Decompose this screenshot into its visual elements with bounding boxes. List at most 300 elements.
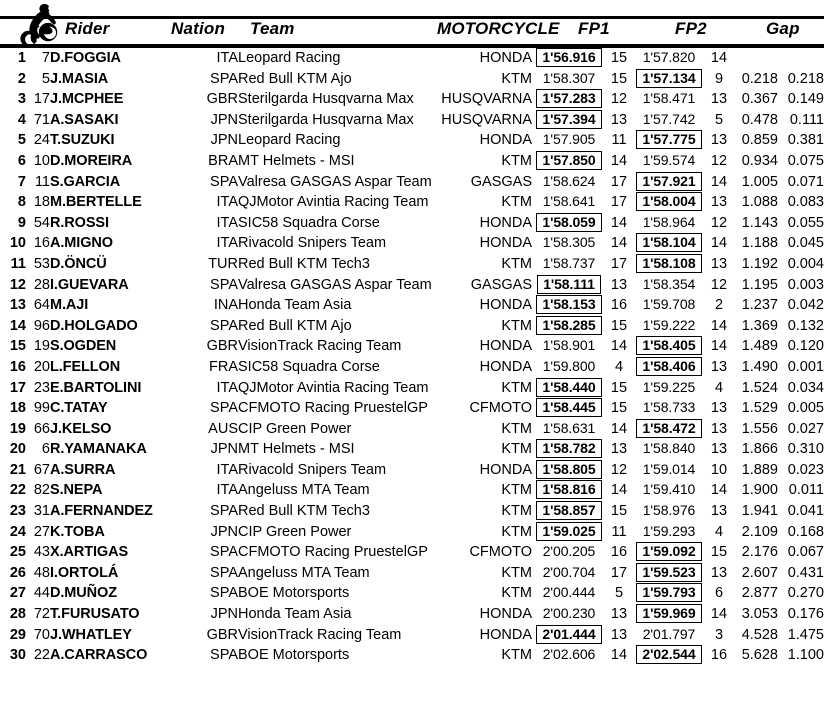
row-team: Valresa GASGAS Aspar Team	[238, 276, 432, 293]
table-row	[0, 48, 824, 69]
table-row	[0, 130, 824, 151]
row-motorcycle: KTM	[501, 152, 532, 169]
fp2-best-time-boxed: 1'59.793	[636, 583, 701, 602]
row-position: 10	[9, 235, 26, 252]
row-fp2-time	[632, 254, 706, 275]
row-position: 29	[9, 626, 26, 643]
row-position: 18	[9, 400, 26, 417]
row-fp1-time	[532, 130, 606, 151]
fp1-best-time-boxed: 1'58.857	[536, 501, 601, 520]
row-gap-previous: 0.045	[787, 235, 824, 252]
row-fp2-time	[632, 336, 706, 357]
row-bike-number: 66	[33, 420, 50, 437]
table-row	[0, 419, 824, 440]
row-nation: ITA	[216, 482, 238, 499]
row-fp2-laps: 14	[710, 338, 728, 355]
fp2-time: 1'58.976	[642, 502, 696, 519]
row-gap-leader: 1.192	[741, 255, 778, 272]
row-motorcycle: HONDA	[479, 626, 532, 643]
row-gap-previous: 0.270	[787, 585, 824, 602]
row-bike-number: 23	[33, 379, 50, 396]
row-gap-previous: 0.041	[787, 503, 824, 520]
row-position: 6	[17, 152, 26, 169]
row-rider-name: E.BARTOLINI	[50, 379, 142, 396]
row-fp2-time	[632, 130, 706, 151]
row-fp1-laps: 16	[610, 297, 628, 314]
row-gap-previous: 0.310	[787, 441, 824, 458]
row-position: 28	[9, 606, 26, 623]
row-team: Red Bull KTM Ajo	[238, 317, 352, 334]
fp1-time: 2'00.444	[542, 584, 596, 601]
row-bike-number: 70	[33, 626, 50, 643]
row-position: 20	[9, 441, 26, 458]
row-motorcycle: KTM	[501, 647, 532, 664]
table-row	[0, 398, 824, 419]
table-row	[0, 439, 824, 460]
row-fp2-time	[632, 233, 706, 254]
fp2-time: 1'58.471	[642, 90, 696, 107]
row-gap-leader: 1.195	[741, 276, 778, 293]
row-team: Sterilgarda Husqvarna Max	[238, 91, 414, 108]
table-row	[0, 542, 824, 563]
row-team: BOE Motorsports	[238, 585, 350, 602]
row-gap-previous: 0.111	[789, 111, 824, 128]
fp2-best-time-boxed: 2'02.544	[636, 645, 701, 664]
row-nation: INA	[213, 297, 238, 314]
row-fp1-time	[532, 110, 606, 131]
row-rider-name: D.ÖNCÜ	[50, 255, 107, 272]
row-rider-name: T.FURUSATO	[50, 606, 140, 623]
fp2-time: 1'58.964	[642, 213, 696, 230]
fp2-best-time-boxed: 1'59.523	[636, 563, 701, 582]
row-fp2-time	[632, 604, 706, 625]
row-team: CIP Green Power	[238, 420, 352, 437]
row-team: Angeluss MTA Team	[238, 564, 370, 581]
row-gap-leader: 0.934	[741, 152, 778, 169]
fp2-time: 2'01.797	[642, 625, 696, 642]
row-rider-name: J.KELSO	[50, 420, 112, 437]
row-bike-number: 7	[41, 50, 50, 66]
row-bike-number: 82	[33, 482, 50, 499]
fp1-best-time-boxed: 1'58.805	[536, 460, 601, 479]
column-header-rider: Rider	[62, 19, 112, 39]
row-position: 9	[17, 214, 26, 231]
row-fp2-time	[632, 89, 706, 110]
row-fp1-time	[532, 357, 606, 378]
row-gap-leader: 2.176	[741, 544, 778, 561]
row-bike-number: 19	[33, 338, 50, 355]
row-gap-leader: 4.528	[741, 626, 778, 643]
row-nation: GBR	[206, 91, 238, 108]
row-motorcycle: GASGAS	[470, 173, 532, 190]
row-nation: SPA	[210, 276, 238, 293]
row-bike-number: 53	[33, 255, 50, 272]
row-motorcycle: KTM	[501, 194, 532, 211]
row-gap-previous: 1.475	[787, 626, 824, 643]
row-fp2-time	[632, 151, 706, 172]
row-rider-name: J.MASIA	[50, 70, 109, 87]
row-fp2-time	[632, 378, 706, 399]
row-nation: SPA	[210, 173, 238, 190]
column-header-team: Team	[247, 19, 298, 39]
table-row	[0, 69, 824, 90]
row-fp1-laps: 17	[610, 173, 628, 190]
row-team: Red Bull KTM Tech3	[238, 503, 370, 520]
row-fp1-laps: 15	[610, 400, 628, 417]
row-team: QJMotor Avintia Racing Team	[238, 379, 429, 396]
row-position: 21	[9, 461, 26, 478]
row-nation: SPA	[210, 400, 238, 417]
row-nation: SPA	[210, 70, 238, 87]
row-motorcycle: HONDA	[479, 358, 532, 375]
row-fp2-laps: 13	[710, 91, 728, 108]
row-position: 5	[17, 132, 26, 149]
row-fp1-time	[532, 336, 606, 357]
row-rider-name: S.NEPA	[50, 482, 103, 499]
row-team: Red Bull KTM Tech3	[238, 255, 370, 272]
row-fp2-time	[632, 213, 706, 234]
fp2-best-time-boxed: 1'58.406	[636, 357, 701, 376]
row-fp2-time	[632, 316, 706, 337]
row-bike-number: 44	[33, 585, 50, 602]
row-motorcycle: HONDA	[479, 338, 532, 355]
row-fp1-laps: 17	[610, 564, 628, 581]
row-fp2-time	[632, 625, 706, 646]
row-fp2-time	[632, 522, 706, 543]
row-nation: SPA	[210, 317, 238, 334]
row-fp1-time	[532, 480, 606, 501]
row-fp2-time	[632, 357, 706, 378]
row-fp2-laps: 15	[710, 544, 728, 561]
fp1-best-time-boxed: 1'56.916	[536, 48, 601, 67]
row-gap-previous: 0.034	[787, 379, 824, 396]
row-motorcycle: HONDA	[479, 50, 532, 66]
fp2-time: 1'59.222	[642, 316, 696, 333]
row-fp1-laps: 14	[610, 214, 628, 231]
row-fp1-time	[532, 583, 606, 604]
row-fp1-laps: 14	[610, 482, 628, 499]
table-row	[0, 378, 824, 399]
row-motorcycle: HONDA	[479, 235, 532, 252]
row-fp1-laps: 14	[610, 235, 628, 252]
row-gap-leader: 1.866	[741, 441, 778, 458]
row-position: 2	[17, 70, 26, 87]
row-fp1-laps: 14	[610, 152, 628, 169]
row-gap-previous: 0.023	[787, 461, 824, 478]
row-fp2-laps: 14	[710, 50, 728, 66]
row-motorcycle: KTM	[501, 441, 532, 458]
row-position: 16	[9, 358, 26, 375]
row-bike-number: 11	[34, 173, 50, 190]
fp1-time: 1'57.905	[542, 131, 596, 148]
row-fp1-laps: 15	[610, 50, 628, 66]
row-fp1-time	[532, 522, 606, 543]
row-nation: SPA	[210, 647, 238, 664]
fp2-best-time-boxed: 1'59.969	[636, 604, 701, 623]
row-nation: AUS	[208, 420, 238, 437]
row-fp2-laps: 13	[710, 400, 728, 417]
row-gap-leader: 1.889	[741, 461, 778, 478]
row-bike-number: 96	[33, 317, 50, 334]
row-bike-number: 64	[33, 297, 50, 314]
row-rider-name: K.TOBA	[50, 523, 105, 540]
row-position: 1	[17, 50, 26, 66]
row-gap-leader: 0.218	[741, 70, 778, 87]
row-fp2-time	[632, 439, 706, 460]
row-team: Rivacold Snipers Team	[238, 461, 387, 478]
row-fp1-time	[532, 213, 606, 234]
row-fp1-laps: 5	[614, 585, 624, 602]
fp1-best-time-boxed: 1'59.025	[536, 522, 601, 541]
row-gap-leader: 3.053	[741, 606, 778, 623]
table-row	[0, 563, 824, 584]
row-rider-name: T.SUZUKI	[50, 132, 115, 149]
row-gap-leader: 1.088	[741, 194, 778, 211]
row-fp1-time	[532, 398, 606, 419]
row-fp1-laps: 13	[610, 441, 628, 458]
row-team: Sterilgarda Husqvarna Max	[238, 111, 414, 128]
row-gap-leader: 0.367	[741, 91, 778, 108]
row-position: 17	[9, 379, 26, 396]
fp2-time: 1'58.354	[642, 275, 696, 292]
row-gap-previous: 0.003	[787, 276, 824, 293]
row-gap-leader	[732, 48, 778, 69]
fp2-time: 1'59.410	[642, 481, 696, 498]
row-nation: ITA	[216, 214, 238, 231]
table-row	[0, 110, 824, 131]
row-team: Leopard Racing	[238, 50, 341, 66]
row-gap-leader: 1.556	[741, 420, 778, 437]
row-nation: ITA	[216, 461, 238, 478]
row-fp1-time	[532, 419, 606, 440]
fp1-time: 1'58.624	[542, 172, 596, 189]
row-fp1-time	[532, 151, 606, 172]
table-row	[0, 625, 824, 646]
fp1-best-time-boxed: 1'58.153	[536, 295, 601, 314]
row-fp2-laps: 12	[710, 152, 728, 169]
row-team: Rivacold Snipers Team	[238, 235, 387, 252]
row-fp1-time	[532, 645, 606, 666]
row-fp1-time	[532, 89, 606, 110]
row-rider-name: R.ROSSI	[50, 214, 109, 231]
row-rider-name: A.MIGNO	[50, 235, 113, 252]
column-header-fp2: FP2	[672, 19, 710, 39]
table-row	[0, 172, 824, 193]
row-fp2-laps: 13	[710, 132, 728, 149]
row-fp2-laps: 13	[710, 503, 728, 520]
row-gap-leader: 1.489	[741, 338, 778, 355]
row-position: 8	[17, 194, 26, 211]
row-motorcycle: GASGAS	[470, 276, 532, 293]
row-gap-leader: 1.524	[741, 379, 778, 396]
row-team: MT Helmets - MSI	[238, 441, 355, 458]
row-fp2-time	[632, 645, 706, 666]
fp1-best-time-boxed: 1'58.782	[536, 439, 601, 458]
row-fp1-laps: 11	[611, 523, 627, 540]
row-rider-name: S.OGDEN	[50, 338, 117, 355]
table-row	[0, 460, 824, 481]
row-fp2-time	[632, 110, 706, 131]
row-gap-previous: 0.011	[788, 482, 824, 499]
row-nation: GBR	[206, 338, 238, 355]
fp1-best-time-boxed: 1'58.111	[537, 275, 601, 294]
row-fp1-laps: 14	[610, 338, 628, 355]
row-position: 13	[9, 297, 26, 314]
row-motorcycle: KTM	[501, 564, 532, 581]
row-rider-name: D.MOREIRA	[50, 152, 133, 169]
row-gap-previous: 0.381	[787, 132, 824, 149]
fp1-time: 2'02.606	[542, 646, 596, 663]
row-bike-number: 6	[41, 441, 50, 458]
row-fp2-time	[632, 563, 706, 584]
row-fp2-time	[632, 501, 706, 522]
row-motorcycle: KTM	[501, 482, 532, 499]
row-motorcycle: HONDA	[479, 461, 532, 478]
row-fp1-laps: 13	[610, 111, 628, 128]
row-rider-name: D.FOGGIA	[50, 50, 121, 66]
row-fp2-laps: 5	[714, 111, 724, 128]
row-fp1-laps: 4	[614, 358, 624, 375]
row-team: Honda Team Asia	[238, 297, 352, 314]
row-fp1-laps: 17	[610, 194, 628, 211]
row-fp1-time	[532, 254, 606, 275]
row-nation: SPA	[210, 503, 238, 520]
fp1-best-time-boxed: 1'58.816	[536, 480, 601, 499]
row-fp2-time	[632, 192, 706, 213]
row-team: MT Helmets - MSI	[238, 152, 355, 169]
row-fp1-time	[532, 69, 606, 90]
row-team: SIC58 Squadra Corse	[238, 358, 380, 375]
row-gap-previous: 0.083	[787, 194, 824, 211]
row-team: Red Bull KTM Ajo	[238, 70, 352, 87]
table-row	[0, 295, 824, 316]
row-gap-previous: 1.100	[787, 647, 824, 664]
row-position: 26	[9, 564, 26, 581]
row-bike-number: 20	[33, 358, 50, 375]
row-position: 22	[9, 482, 26, 499]
row-rider-name: D.MUÑOZ	[50, 585, 117, 602]
row-fp2-laps: 13	[710, 564, 728, 581]
row-motorcycle: HONDA	[479, 214, 532, 231]
row-motorcycle: KTM	[501, 585, 532, 602]
column-header-gap: Gap	[763, 19, 803, 39]
row-motorcycle: HONDA	[479, 606, 532, 623]
row-motorcycle: HUSQVARNA	[441, 91, 532, 108]
row-gap-previous: 0.132	[787, 317, 824, 334]
row-fp2-laps: 14	[710, 317, 728, 334]
row-rider-name: A.FERNANDEZ	[50, 503, 153, 520]
row-rider-name: C.TATAY	[50, 400, 108, 417]
row-fp2-time	[632, 419, 706, 440]
row-fp2-laps: 9	[714, 70, 724, 87]
row-bike-number: 27	[33, 523, 50, 540]
row-nation: SPA	[210, 585, 238, 602]
row-gap-leader: 1.005	[741, 173, 778, 190]
table-row	[0, 604, 824, 625]
fp1-time: 1'58.631	[542, 419, 596, 436]
row-bike-number: 99	[33, 400, 50, 417]
fp2-time: 1'58.840	[642, 440, 696, 457]
column-header-nation: Nation	[168, 19, 228, 39]
results-body	[0, 48, 824, 666]
row-fp1-laps: 13	[610, 606, 628, 623]
row-motorcycle: KTM	[501, 503, 532, 520]
row-fp1-time	[532, 233, 606, 254]
row-nation: JPN	[210, 523, 238, 540]
row-rider-name: A.CARRASCO	[50, 647, 148, 664]
row-gap-previous	[778, 48, 824, 69]
row-bike-number: 48	[33, 564, 50, 581]
row-fp1-time	[532, 542, 606, 563]
row-motorcycle: HONDA	[479, 297, 532, 314]
row-fp2-laps: 3	[714, 626, 724, 643]
row-gap-leader: 2.607	[741, 564, 778, 581]
row-position: 30	[9, 647, 26, 664]
row-nation: ITA	[216, 379, 238, 396]
fp2-best-time-boxed: 1'58.104	[636, 233, 701, 252]
row-position: 3	[17, 91, 26, 108]
row-fp2-laps: 13	[710, 358, 728, 375]
row-fp1-time	[532, 192, 606, 213]
fp1-time: 1'58.641	[542, 193, 596, 210]
row-gap-leader: 1.188	[741, 235, 778, 252]
fp1-best-time-boxed: 1'57.394	[536, 110, 601, 129]
row-gap-leader: 5.628	[741, 647, 778, 664]
row-bike-number: 22	[33, 647, 50, 664]
row-gap-leader: 2.877	[741, 585, 778, 602]
row-gap-previous: 0.055	[787, 214, 824, 231]
row-gap-previous: 0.176	[787, 606, 824, 623]
row-bike-number: 18	[33, 194, 50, 211]
row-rider-name: A.SURRA	[50, 461, 116, 478]
row-position: 19	[9, 420, 26, 437]
row-nation: FRA	[209, 358, 238, 375]
row-team: VisionTrack Racing Team	[238, 338, 402, 355]
row-motorcycle: HONDA	[479, 132, 532, 149]
fp2-best-time-boxed: 1'57.134	[636, 69, 701, 88]
row-fp2-laps: 13	[710, 420, 728, 437]
row-fp1-laps: 15	[610, 317, 628, 334]
row-team: Valresa GASGAS Aspar Team	[238, 173, 432, 190]
row-fp2-laps: 2	[714, 297, 724, 314]
row-gap-leader: 1.237	[741, 297, 778, 314]
row-rider-name: D.HOLGADO	[50, 317, 138, 334]
row-bike-number: 17	[33, 91, 50, 108]
fp2-best-time-boxed: 1'58.472	[636, 419, 701, 438]
row-fp1-laps: 15	[610, 503, 628, 520]
row-fp2-time	[632, 480, 706, 501]
row-gap-previous: 0.120	[787, 338, 824, 355]
row-gap-previous: 0.168	[787, 523, 824, 540]
fp2-best-time-boxed: 1'58.108	[636, 254, 701, 273]
row-fp2-time	[632, 48, 706, 69]
row-fp1-time	[532, 501, 606, 522]
row-team: CIP Green Power	[238, 523, 352, 540]
row-fp1-laps: 12	[610, 461, 628, 478]
fp1-best-time-boxed: 2'01.444	[536, 625, 601, 644]
fp1-best-time-boxed: 1'58.285	[536, 316, 601, 335]
row-rider-name: I.ORTOLÁ	[50, 564, 119, 581]
fp2-time: 1'58.733	[642, 399, 696, 416]
row-position: 15	[9, 338, 26, 355]
row-gap-previous: 0.042	[787, 297, 824, 314]
row-position: 14	[9, 317, 26, 334]
row-fp2-laps: 13	[710, 194, 728, 211]
fp1-best-time-boxed: 1'58.440	[536, 378, 601, 397]
row-motorcycle: KTM	[501, 420, 532, 437]
fp2-time: 1'57.742	[642, 110, 696, 127]
fp2-best-time-boxed: 1'58.405	[636, 336, 701, 355]
